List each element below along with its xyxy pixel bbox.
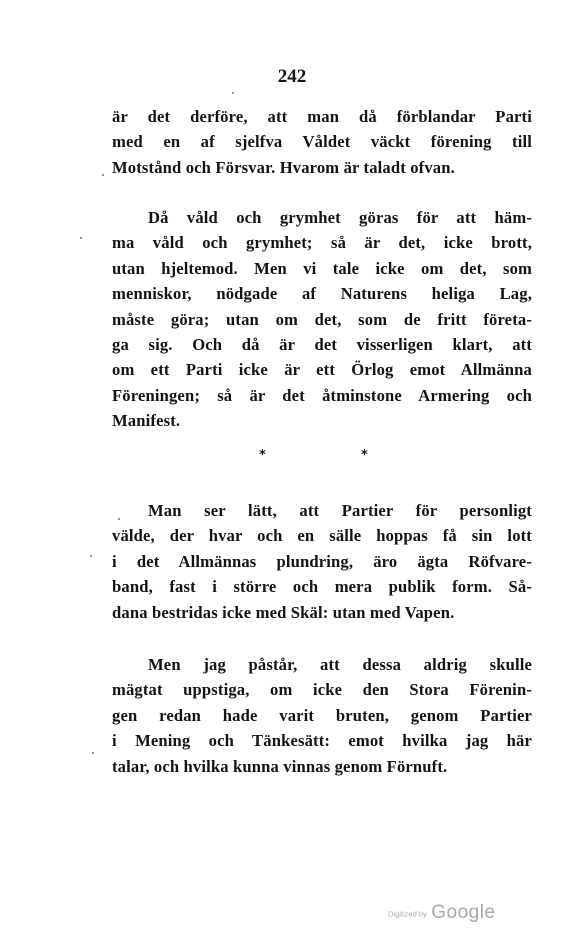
scan-speck	[92, 752, 94, 754]
text-line: med en af sjelfva Våldet väckt förening till	[112, 132, 532, 152]
text-line: om ett Parti icke är ett Örlog emot Allmänna	[112, 360, 532, 380]
text-line: måste göra; utan om det, som de fritt företa-	[112, 309, 532, 329]
section-separator	[0, 448, 584, 468]
separator-star: *	[259, 448, 266, 463]
scan-speck	[118, 518, 120, 520]
text-line: utan hjeltemod. Men vi tale icke om det, som	[112, 258, 532, 278]
text-line: Föreningen; så är det åtminstone Armering och	[112, 385, 532, 405]
text-line: Man ser lätt, att Partier för personligt	[148, 501, 532, 520]
scan-speck	[102, 174, 104, 176]
text-line: i Mening och Tänkesätt: emot hvilka jag här	[112, 731, 532, 751]
scan-speck	[80, 237, 82, 239]
paragraph-1	[112, 104, 532, 180]
watermark-prefix: Digitized by	[388, 909, 427, 919]
text-line: talar, och hvilka kunna vinnas genom Förnuft.	[112, 756, 448, 776]
scan-speck	[90, 555, 92, 557]
text-line: ga sig. Och då är det visserligen klart, att	[112, 334, 532, 354]
text-line: Då våld och grymhet göras för att häm-	[148, 208, 532, 227]
page-number: 242	[277, 66, 307, 87]
text-line: Motstånd och Försvar. Hvarom är taladt ofvan.	[112, 157, 455, 177]
text-line: band, fast i större och mera publik form. Så-	[112, 577, 532, 597]
paragraph-4	[112, 652, 532, 779]
digitization-watermark	[388, 902, 496, 924]
scan-speck	[232, 92, 234, 94]
text-line: ma våld och grymhet; så är det, icke brott,	[112, 233, 532, 253]
text-line: menniskor, nödgade af Naturens heliga Lag,	[112, 284, 532, 304]
text-line: är det derföre, att man då förblandar Parti	[112, 107, 532, 126]
paragraph-3	[112, 498, 532, 625]
text-line: i det Allmännas plundring, äro ägta Röfvare-	[112, 551, 532, 571]
separator-star: *	[361, 448, 368, 463]
text-line: mägtat uppstiga, om icke den Stora Förenin-	[112, 680, 532, 700]
text-line: dana bestridas icke med Skäl: utan med Vapen.	[112, 602, 455, 622]
text-line: Manifest.	[112, 411, 181, 431]
paragraph-2	[112, 205, 532, 434]
text-line: gen redan hade varit bruten, genom Partier	[112, 705, 532, 725]
text-line: Men jag påstår, att dessa aldrig skulle	[148, 655, 532, 674]
google-logo: Google	[431, 902, 496, 923]
text-line: välde, der hvar och en sälle hoppas få sin lott	[112, 526, 532, 546]
